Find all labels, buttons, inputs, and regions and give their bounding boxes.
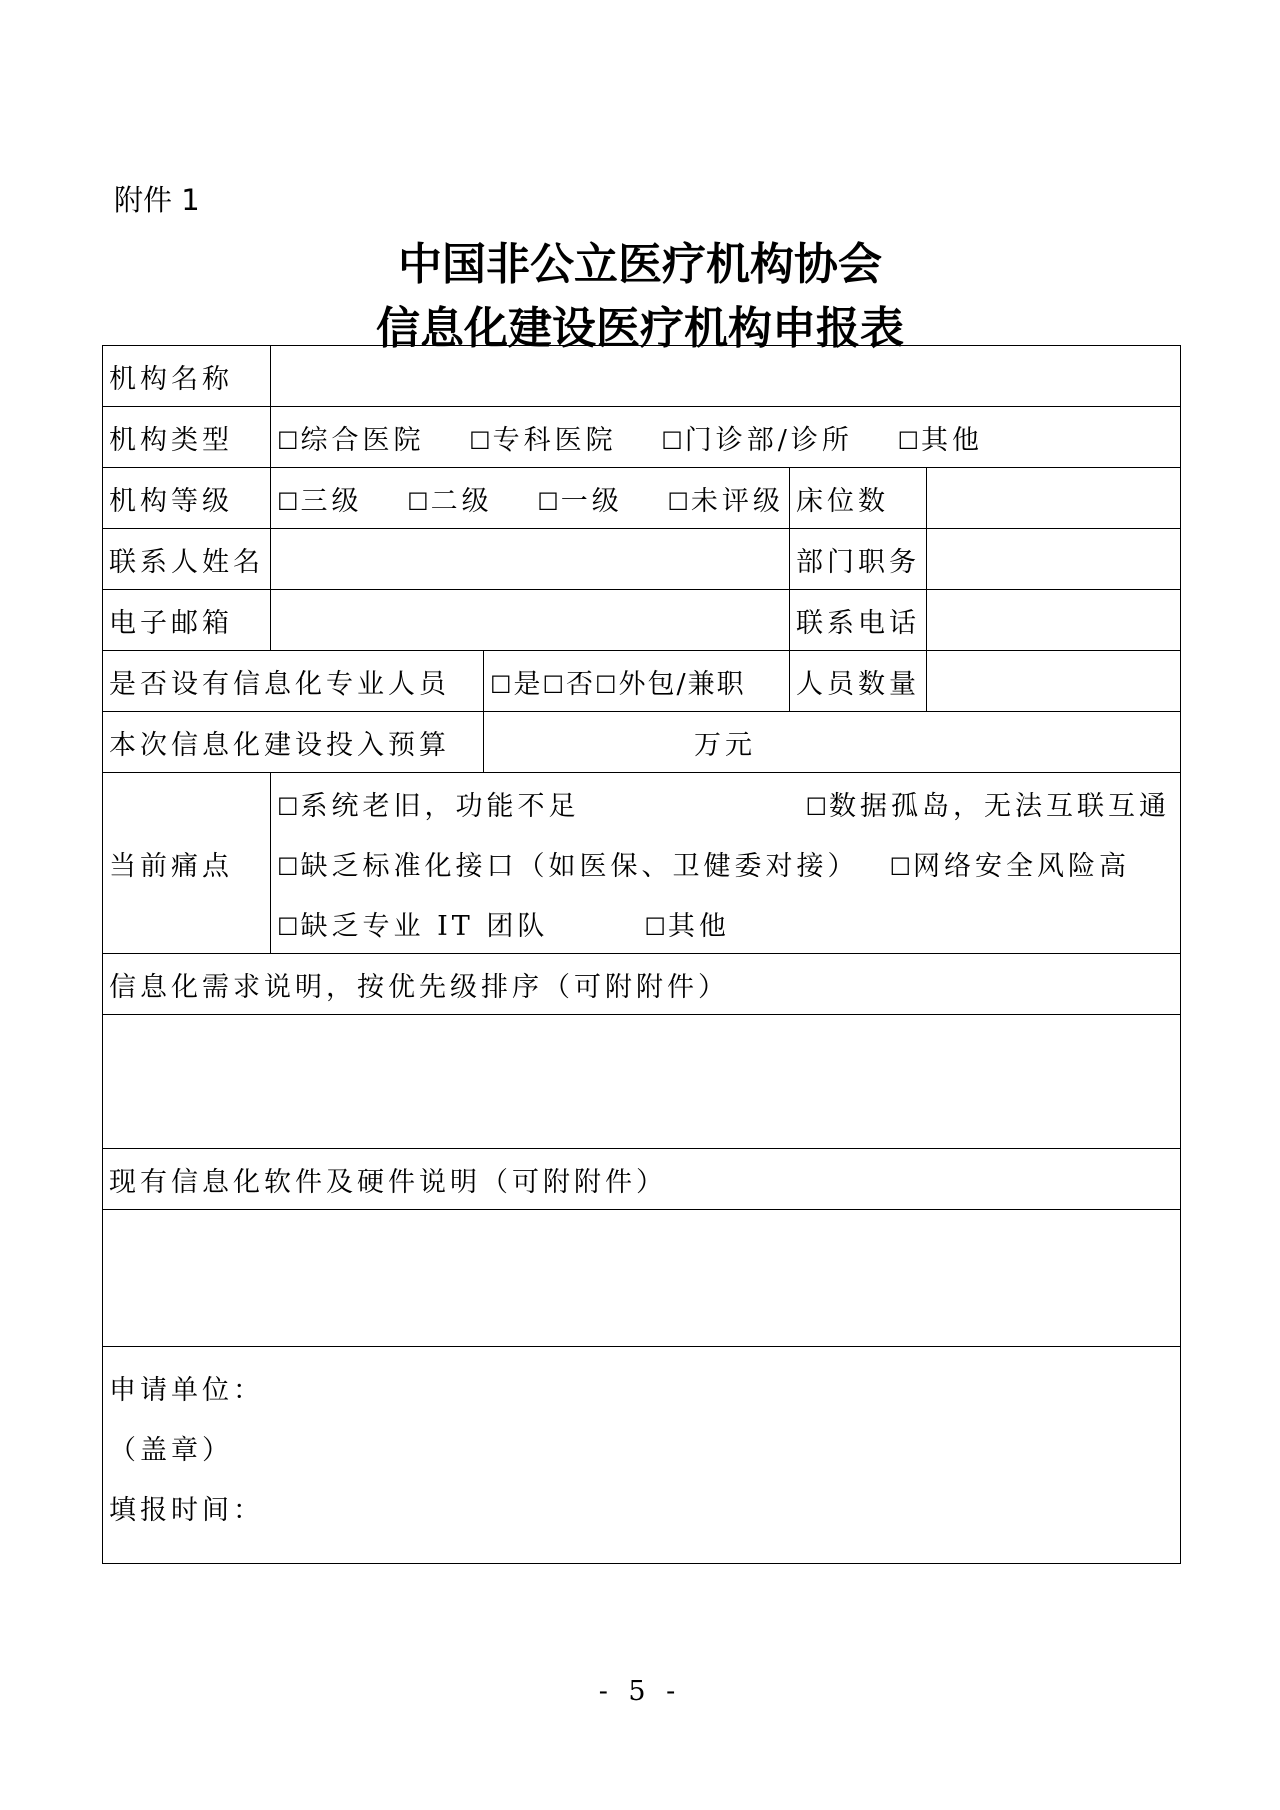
org-level-option[interactable]	[537, 486, 623, 517]
row-it-staff	[103, 651, 1181, 712]
row-org-level	[103, 468, 1181, 529]
email-field[interactable]	[271, 590, 790, 651]
checkbox-icon[interactable]: ☐	[805, 792, 827, 821]
row-existing-header	[103, 1149, 1181, 1210]
org-level-option-label: 二级	[430, 485, 493, 517]
pain-points-label: 当前痛点	[103, 773, 271, 954]
org-type-option-label: 专科医院	[492, 424, 617, 456]
staff-count-label: 人员数量	[790, 651, 927, 712]
org-name-label: 机构名称	[103, 346, 271, 407]
org-level-label: 机构等级	[103, 468, 271, 529]
phone-label: 联系电话	[790, 590, 927, 651]
row-org-name	[103, 346, 1181, 407]
checkbox-icon[interactable]: ☐	[889, 852, 911, 881]
pain-option-label: 缺乏标准化接口（如医保、卫健委对接）	[300, 850, 859, 882]
org-type-option[interactable]	[897, 425, 983, 456]
checkbox-icon[interactable]: ☐	[644, 912, 666, 941]
checkbox-icon[interactable]: ☐	[595, 670, 617, 699]
form-title-line-2: 信息化建设医疗机构申报表	[376, 303, 904, 354]
has-it-staff-label: 是否设有信息化专业人员	[103, 651, 484, 712]
org-type-option-label: 综合医院	[300, 424, 425, 456]
pain-option-label: 系统老旧，功能不足	[300, 790, 580, 822]
it-staff-option[interactable]	[543, 669, 596, 700]
pain-option-label: 网络安全风险高	[913, 850, 1130, 882]
form-title-line-1: 中国非公立医疗机构协会	[398, 239, 882, 290]
checkbox-icon[interactable]: ☐	[667, 487, 689, 516]
org-type-option[interactable]	[661, 425, 853, 456]
pain-option-label: 其他	[667, 910, 730, 942]
row-pain-points	[103, 773, 1181, 954]
pain-line	[277, 773, 1174, 833]
budget-unit: 万元	[694, 729, 756, 761]
row-needs-body	[103, 1015, 1181, 1149]
pain-option-label: 缺乏专业 IT 团队	[300, 910, 549, 942]
budget-field[interactable]	[484, 712, 1181, 773]
beds-field[interactable]	[927, 468, 1181, 529]
pain-line	[277, 833, 1174, 893]
row-signature	[103, 1347, 1181, 1564]
org-level-options	[271, 468, 790, 529]
checkbox-icon[interactable]: ☐	[277, 487, 299, 516]
signature-area	[103, 1347, 1181, 1564]
checkbox-icon[interactable]: ☐	[661, 426, 683, 455]
checkbox-icon[interactable]: ☐	[542, 670, 565, 699]
it-staff-option-label: 外包/兼职	[618, 668, 746, 700]
dept-position-label: 部门职务	[790, 529, 927, 590]
it-staff-option[interactable]	[595, 669, 746, 700]
staff-count-field[interactable]	[927, 651, 1181, 712]
checkbox-icon[interactable]: ☐	[537, 487, 559, 516]
pain-option[interactable]	[277, 784, 580, 823]
it-staff-option-label: 是	[513, 668, 543, 700]
checkbox-icon[interactable]: ☐	[277, 852, 299, 881]
org-level-option-label: 三级	[300, 485, 363, 517]
checkbox-icon[interactable]: ☐	[277, 912, 299, 941]
pain-option[interactable]	[889, 844, 1130, 883]
org-type-option[interactable]	[469, 425, 617, 456]
org-level-option[interactable]	[667, 486, 784, 517]
checkbox-icon[interactable]: ☐	[469, 426, 491, 455]
org-level-option[interactable]	[407, 486, 493, 517]
row-org-type	[103, 407, 1181, 468]
seal-label: （盖章）	[109, 1435, 233, 1466]
attachment-label: 附件 1	[114, 183, 200, 217]
org-type-option-label: 门诊部/诊所	[684, 424, 853, 456]
it-staff-option-label: 否	[566, 668, 596, 700]
contact-name-label: 联系人姓名	[103, 529, 271, 590]
checkbox-icon[interactable]: ☐	[897, 426, 919, 455]
org-type-option[interactable]	[277, 425, 425, 456]
org-level-option-label: 一级	[560, 485, 623, 517]
org-name-field[interactable]	[271, 346, 1181, 407]
checkbox-icon[interactable]: ☐	[407, 487, 429, 516]
row-budget	[103, 712, 1181, 773]
fill-time-label: 填报时间：	[109, 1495, 264, 1526]
org-type-options	[271, 407, 1181, 468]
checkbox-icon[interactable]: ☐	[277, 792, 299, 821]
pain-option[interactable]	[277, 904, 548, 943]
existing-desc-label: 现有信息化软件及硬件说明（可附附件）	[103, 1149, 1181, 1210]
budget-label: 本次信息化建设投入预算	[103, 712, 484, 773]
application-form-table	[102, 345, 1181, 1564]
row-needs-header	[103, 954, 1181, 1015]
beds-label: 床位数	[790, 468, 927, 529]
pain-points-options	[271, 773, 1181, 954]
phone-field[interactable]	[927, 590, 1181, 651]
org-type-label: 机构类型	[103, 407, 271, 468]
it-staff-options	[484, 651, 790, 712]
email-label: 电子邮箱	[103, 590, 271, 651]
pain-option[interactable]	[644, 904, 730, 943]
row-email	[103, 590, 1181, 651]
contact-name-field[interactable]	[271, 529, 790, 590]
pain-line	[277, 893, 1174, 953]
pain-option-label: 数据孤岛，无法互联互通	[829, 790, 1170, 822]
it-staff-option[interactable]	[490, 669, 543, 700]
org-level-option-label: 未评级	[690, 485, 784, 517]
org-level-option[interactable]	[277, 486, 363, 517]
checkbox-icon[interactable]: ☐	[277, 426, 299, 455]
needs-desc-label: 信息化需求说明，按优先级排序（可附附件）	[103, 954, 1181, 1015]
pain-option[interactable]	[805, 784, 1170, 823]
org-type-option-label: 其他	[920, 424, 983, 456]
dept-position-field[interactable]	[927, 529, 1181, 590]
existing-desc-field[interactable]	[103, 1210, 1181, 1347]
page-number: - 5 -	[598, 1676, 682, 1707]
needs-desc-field[interactable]	[103, 1015, 1181, 1149]
pain-option[interactable]	[277, 844, 859, 883]
checkbox-icon[interactable]: ☐	[490, 670, 512, 699]
applicant-unit-label: 申请单位：	[109, 1375, 264, 1406]
row-existing-body	[103, 1210, 1181, 1347]
row-contact	[103, 529, 1181, 590]
